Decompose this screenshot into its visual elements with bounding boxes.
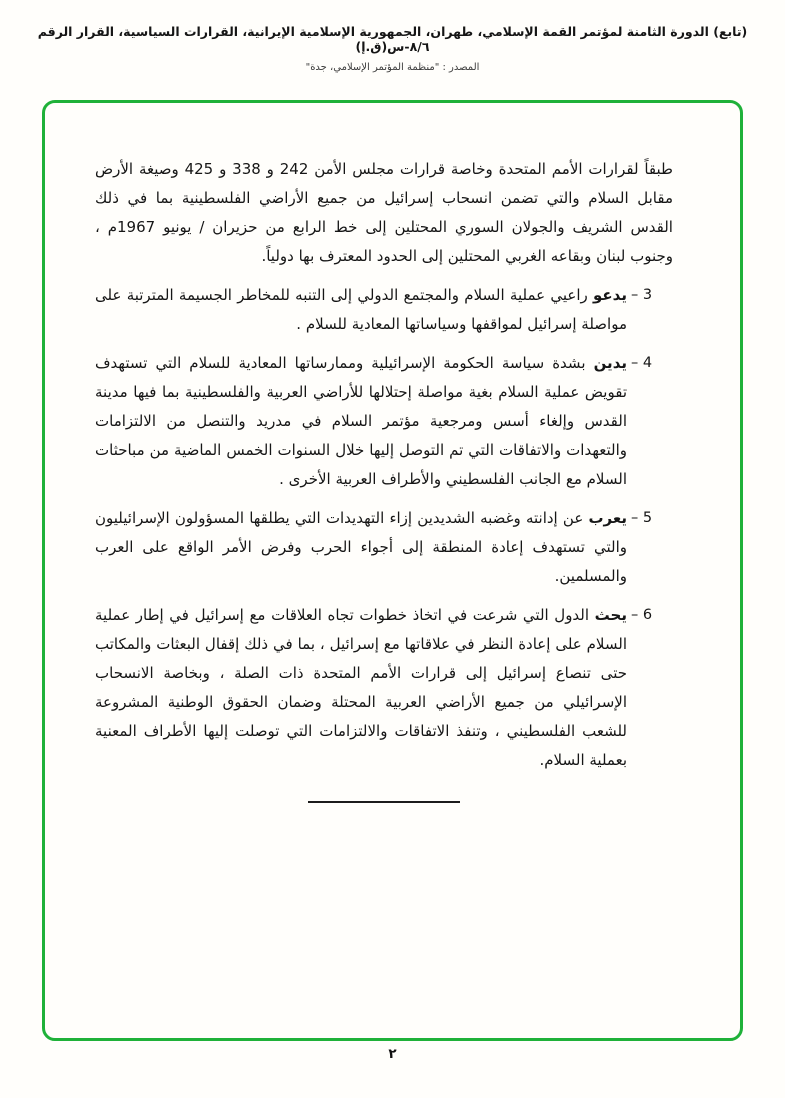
item-text — [95, 504, 627, 591]
resolution-item — [95, 504, 673, 591]
item-text — [95, 601, 627, 775]
item-dash: – — [631, 287, 639, 303]
document-body — [95, 155, 673, 803]
item-lead-word: يدين — [593, 354, 627, 372]
intro-paragraph: طبقاً لقرارات الأمم المتحدة وخاصة قرارات مجلس الأمن 242 و 338 و 425 وصيغة الأرض مقابل السلام والتي تضمن انسحاب إسرائيل من جميع الأراضي الفلسطينية بما في ذلك القدس الشريف والجولان السوري المحتلين إلى خط الرابع من حزيران / يونيو 1967م ، وجنوب لبنان وبقاعه الغربي المحتلين إلى الحدود المعترف بها دولياً. — [95, 160, 673, 265]
resolution-item — [95, 601, 673, 775]
separator-rule — [308, 801, 460, 803]
item-marker — [627, 504, 673, 591]
source-line: المصدر : "منظمة المؤتمر الإسلامي، جدة" — [305, 62, 480, 73]
item-lead-word: يحث — [594, 606, 627, 624]
item-lead-word: يعرب — [588, 509, 627, 527]
item-number: 3 — [642, 287, 653, 303]
item-body-text: بشدة سياسة الحكومة الإسرائيلية وممارساتها المعادية للسلام التي تستهدف تقويض عملية السلام بغية مواصلة إحتلالها للأراضي العربية والفلسطينية بما فيها مدينة القدس وإلغاء أسس ومرجعية مؤتمر السلام في مدريد والتنصل من الالتزامات والتعهدات والاتفاقات التي تم التوصل إليها خلال السنوات الخمس الماضية من مباحثات السلام مع الجانب الفلسطيني والأطراف العربية الأخرى . — [95, 354, 627, 488]
item-text — [95, 349, 627, 494]
page-top-header — [0, 24, 785, 73]
item-number: 5 — [642, 510, 653, 526]
item-body-text: عن إدانته وغضبه الشديدين إزاء التهديدات التي يطلقها المسؤولون الإسرائيليون والتي تستهدف إعادة المنطقة إلى أجواء الحرب وفرض الأمر الواقع على العرب والمسلمين. — [95, 509, 627, 585]
resolution-item — [95, 281, 673, 339]
item-number: 4 — [642, 355, 653, 371]
item-dash: – — [631, 355, 639, 371]
item-text — [95, 281, 627, 339]
item-marker — [627, 349, 673, 494]
item-number: 6 — [642, 607, 653, 623]
resolution-item — [95, 349, 673, 494]
item-marker — [627, 281, 673, 339]
document-header-line: (تابع) الدورة الثامنة لمؤتمر القمة الإسلامي، طهران، الجمهورية الإسلامية الإيرانية، القرارات السياسية، القرار الرقم ٨/٦-س(ق.إ) — [37, 24, 748, 54]
item-marker — [627, 601, 673, 775]
item-lead-word: يدعو — [593, 286, 627, 304]
item-dash: – — [631, 510, 639, 526]
item-body-text: الدول التي شرعت في اتخاذ خطوات تجاه العلاقات مع إسرائيل في إطار عملية السلام على إعادة النظر في علاقاتها مع إسرائيل ، بما في ذلك إقفال البعثات والمكاتب حتى تنصاع إسرائيل إلى قرارات الأمم المتحدة ذات الصلة ، وبخاصة الانسحاب الإسرائيلي من جميع الأراضي العربية المحتلة وضمان الحقوق الوطنية المشروعة للشعب الفلسطيني ، وتنفذ الاتفاقات والالتزامات التي توصلت إليها الأطراف المعنية بعملية السلام. — [95, 606, 627, 769]
page-number: ٢ — [388, 1046, 397, 1062]
item-dash: – — [631, 607, 639, 623]
item-body-text: راعيي عملية السلام والمجتمع الدولي إلى التنبه للمخاطر الجسيمة المترتبة على مواصلة إسرائيل لمواقفها وسياساتها المعادية للسلام . — [95, 286, 627, 333]
